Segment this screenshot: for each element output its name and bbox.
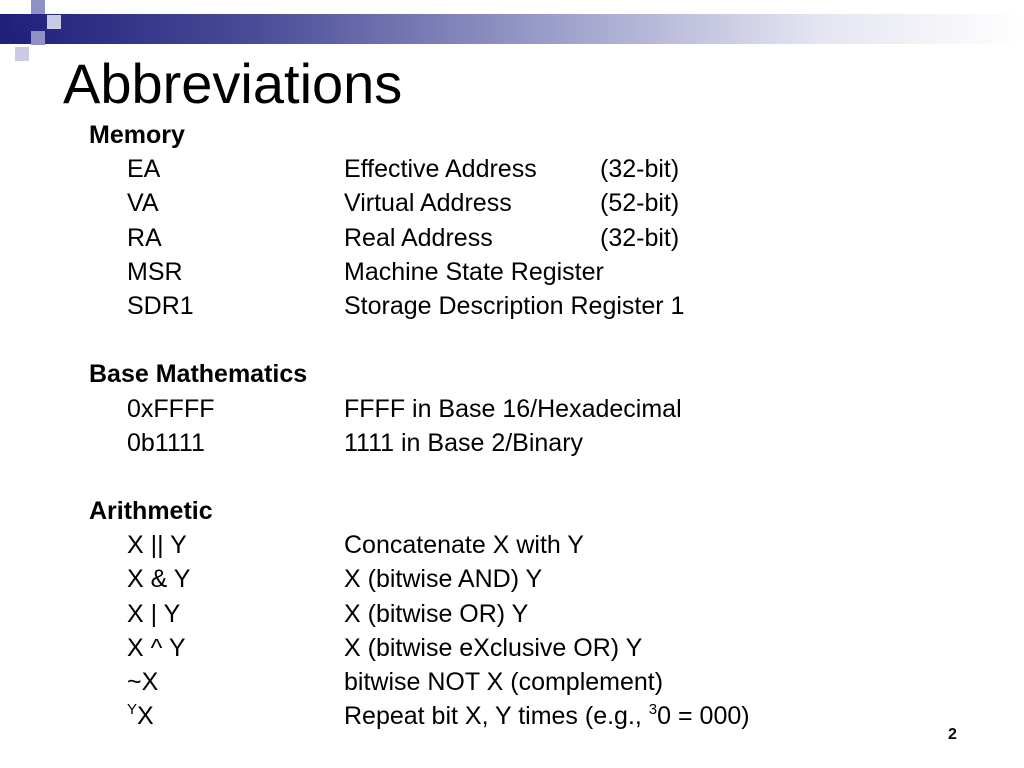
abbreviation: SDR1 [127, 291, 194, 320]
section-heading-base-mathematics: Base Mathematics [89, 360, 308, 389]
abbreviation: X || Y [127, 531, 187, 560]
spacer [89, 460, 969, 494]
abbreviation [127, 699, 154, 733]
abbreviation: 0xFFFF [127, 394, 215, 423]
definition: Storage Description Register 1 [344, 291, 685, 320]
list-item [89, 426, 969, 460]
list-item [89, 186, 969, 220]
list-item [89, 699, 969, 733]
decor-square-mid [31, 31, 45, 45]
definition: X (bitwise AND) Y [344, 565, 543, 594]
definition [344, 699, 750, 733]
abbreviation: X | Y [127, 599, 181, 628]
repeat-count-superscript: Y [127, 701, 138, 719]
definition: X (bitwise OR) Y [344, 599, 529, 628]
example-superscript: 3 [648, 701, 658, 719]
page-number: 2 [948, 726, 957, 743]
definition: Concatenate X with Y [344, 531, 584, 560]
abbreviation: VA [127, 189, 159, 218]
definition: Machine State Register [344, 257, 604, 286]
abbreviation: 0b1111 [127, 428, 205, 457]
header-gradient-band [0, 14, 1024, 44]
abbreviation: X & Y [127, 565, 191, 594]
list-item [89, 528, 969, 562]
definition: X (bitwise eXclusive OR) Y [344, 633, 643, 662]
abbreviation: X ^ Y [127, 633, 186, 662]
list-item [89, 631, 969, 665]
slide-title: Abbreviations [63, 52, 403, 115]
section-heading-memory: Memory [89, 121, 185, 149]
list-item [89, 255, 969, 289]
bit-width-note: (52-bit) [600, 189, 680, 218]
section-heading-arithmetic: Arithmetic [89, 497, 213, 526]
list-item [89, 152, 969, 186]
definition: FFFF in Base 16/Hexadecimal [344, 394, 682, 423]
bit-width-note: (32-bit) [600, 223, 680, 252]
bit-width-note: (32-bit) [600, 155, 680, 184]
decor-square-light [15, 47, 29, 61]
abbreviation: EA [127, 155, 161, 184]
abbreviation: MSR [127, 257, 183, 286]
definition: 1111 in Base 2/Binary [344, 428, 584, 457]
decor-square-dark [15, 15, 29, 29]
list-item [89, 597, 969, 631]
definition-prefix: Repeat bit X, Y times (e.g., [344, 702, 649, 731]
repeat-bit: X [137, 702, 154, 731]
decor-square-mid [31, 0, 45, 14]
definition: bitwise NOT X (complement) [344, 668, 664, 696]
list-item [89, 221, 969, 255]
list-item [89, 562, 969, 596]
decor-square-light [47, 15, 61, 29]
spacer [89, 323, 969, 357]
list-item [89, 289, 969, 323]
list-item [89, 665, 969, 699]
list-item [89, 392, 969, 426]
abbreviation: ~X [127, 668, 159, 696]
definition-suffix: 0 = 000) [657, 702, 750, 731]
abbreviation-list [89, 118, 969, 733]
definition: Real Address [344, 223, 493, 252]
definition: Virtual Address [344, 189, 512, 218]
abbreviation: RA [127, 223, 162, 252]
definition: Effective Address [344, 155, 537, 184]
